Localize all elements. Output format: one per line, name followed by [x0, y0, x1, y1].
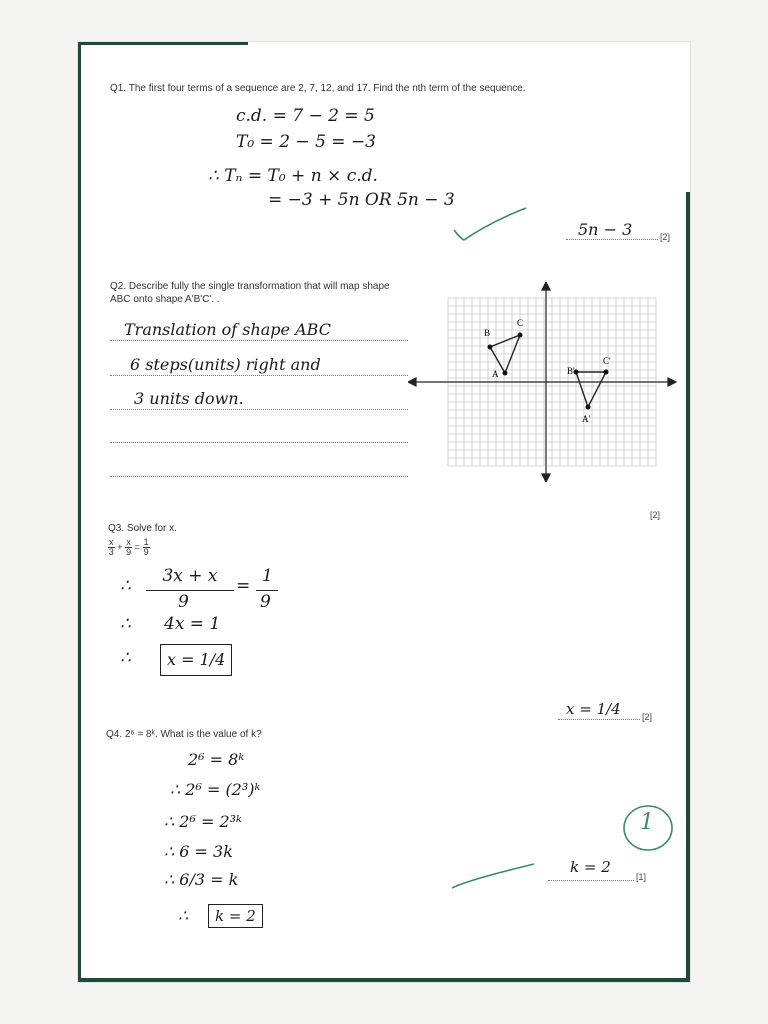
point-a-label: A	[492, 369, 499, 379]
q4-question: Q4. 2⁶ = 8ᵏ. What is the value of k?	[106, 729, 262, 740]
q2-answer-rule-3	[110, 409, 408, 410]
point-c-prime-label: C'	[603, 356, 611, 366]
q4-boxed-answer: k = 2	[208, 904, 263, 928]
q3-boxed-answer: x = 1/4	[160, 644, 232, 676]
point-b-label: B	[484, 328, 491, 338]
q2-answer-line-2: 6 steps(units) right and	[130, 355, 321, 374]
page-edge-left	[78, 42, 81, 982]
q2-question-line-1: Q2. Describe fully the single transformation that will map shape	[110, 281, 390, 292]
point-a-prime-label: A'	[582, 414, 591, 424]
q3-work-rhs-den: 9	[260, 592, 271, 612]
q1-marks: [2]	[660, 232, 671, 242]
q1-work-line-4: = −3 + 5n OR 5n − 3	[268, 190, 455, 210]
point-b-prime-label: B'	[567, 366, 575, 376]
q2-answer-rule-4	[110, 442, 408, 443]
q1-answer-line	[566, 239, 658, 240]
q3-therefore-3: ∴	[120, 648, 131, 668]
q3-rhs-fraction-bar	[256, 590, 278, 591]
q4-work-line-3: ∴ 2⁶ = 2³ᵏ	[164, 812, 242, 831]
q4-work-line-5: ∴ 6/3 = k	[164, 870, 239, 889]
point-c-label: C	[517, 318, 524, 328]
q1-work-line-3: ∴ Tₙ = T₀ + n × c.d.	[208, 166, 378, 186]
q3-question: Q3. Solve for x.	[108, 523, 177, 534]
q1-check-mark	[450, 204, 530, 244]
q3-work-denominator: 9	[178, 592, 189, 612]
q2-coordinate-grid	[408, 282, 680, 482]
q1-work-line-2: T₀ = 2 − 5 = −3	[236, 132, 377, 152]
q3-work-equals: =	[236, 576, 251, 596]
q2-question-line-2: ABC onto shape A'B'C'. .	[110, 294, 220, 305]
page-edge-right	[686, 192, 690, 982]
page-edge-bottom	[78, 978, 690, 982]
q3-work-line-2: 4x = 1	[164, 614, 221, 634]
q3-therefore-1: ∴	[120, 576, 131, 596]
q2-answer-rule-5	[110, 476, 408, 477]
q4-work-line-4: ∴ 6 = 3k	[164, 842, 233, 861]
page-edge-top	[78, 42, 248, 45]
q1-work-line-1: c.d. = 7 − 2 = 5	[236, 106, 375, 126]
exam-sheet	[78, 42, 690, 982]
q4-answer-line	[548, 880, 634, 881]
q2-marks: [2]	[650, 510, 661, 520]
q2-answer-line-1: Translation of shape ABC	[124, 320, 331, 339]
q4-marks: [1]	[636, 872, 647, 882]
q4-check-mark	[448, 860, 538, 894]
q3-marks: [2]	[642, 712, 653, 722]
q3-answer: x = 1/4	[566, 700, 621, 718]
q4-work-line-1: 2⁶ = 8ᵏ	[188, 750, 245, 769]
q2-answer-rule-2	[110, 375, 408, 376]
q3-work-numerator: 3x + x	[162, 566, 218, 586]
q4-work-line-2: ∴ 2⁶ = (2³)ᵏ	[170, 780, 261, 799]
q3-fraction-bar	[146, 590, 234, 591]
q2-answer-line-3: 3 units down.	[134, 389, 244, 408]
q1-answer: 5n − 3	[578, 220, 633, 239]
q4-score: 1	[640, 810, 654, 835]
q4-answer: k = 2	[570, 858, 611, 876]
q2-answer-rule-1	[110, 340, 408, 341]
q3-therefore-2: ∴	[120, 614, 131, 634]
q4-therefore-final: ∴	[178, 906, 189, 925]
q1-question: Q1. The first four terms of a sequence are 2, 7, 12, and 17. Find the nth term of the sequence.	[110, 83, 526, 94]
q3-answer-line	[558, 719, 640, 720]
q3-work-rhs-num: 1	[262, 566, 273, 586]
q3-equation: $\frac{x}{3}$ + $\frac{x}{9}$ = $\frac{1}{9}$	[108, 537, 149, 557]
